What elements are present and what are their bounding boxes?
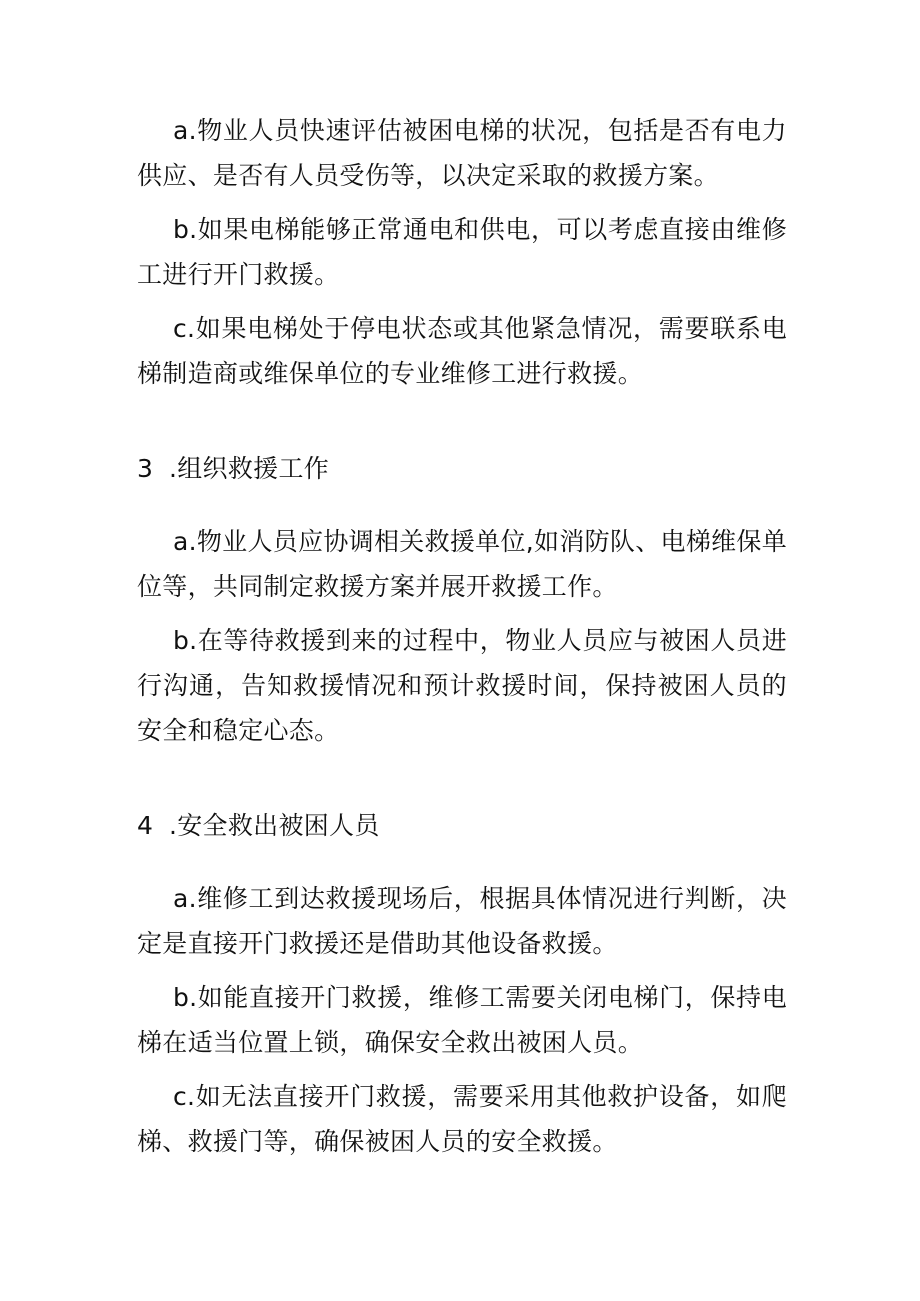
paragraph-section3-a: a.物业人员应协调相关救援单位,如消防队、电梯维保单位等，共同制定救援方案并展开救援工作。 [137,527,788,601]
section-heading-3 [137,446,787,491]
section-spacer [137,491,787,519]
paragraph-section4-a: a.维修工到达救援现场后，根据具体情况进行判断，决定是直接开门救援还是借助其他设备救援。 [137,884,787,958]
section-title: .组织救援工作 [169,454,330,483]
section-number: 3 [137,454,154,483]
section-heading-4 [137,803,787,848]
section-spacer [137,753,787,803]
section-number: 4 [137,811,154,840]
section-title: .安全救出被困人员 [169,811,380,840]
paragraph-intro-b: b.如果电梯能够正常通电和供电，可以考虑直接由维修工进行开门救援。 [137,215,787,289]
section-spacer [137,848,787,876]
paragraph-section4-c: c.如无法直接开门救援，需要采用其他救护设备，如爬梯、救援门等，确保被困人员的安全救援。 [137,1082,787,1156]
paragraph-intro-c: c.如果电梯处于停电状态或其他紧急情况，需要联系电梯制造商或维保单位的专业维修工进行救援。 [137,314,787,388]
section-spacer [137,396,787,446]
paragraph-section4-b: b.如能直接开门救援，维修工需要关闭电梯门，保持电梯在适当位置上锁，确保安全救出被困人员。 [137,983,787,1057]
document-body [137,108,787,1164]
paragraph-section3-b: b.在等待救援到来的过程中，物业人员应与被困人员进行沟通，告知救援情况和预计救援时间，保持被困人员的安全和稳定心态。 [137,626,787,745]
paragraph-intro-a: a.物业人员快速评估被困电梯的状况，包括是否有电力供应、是否有人员受伤等，以决定采取的救援方案。 [137,116,787,190]
